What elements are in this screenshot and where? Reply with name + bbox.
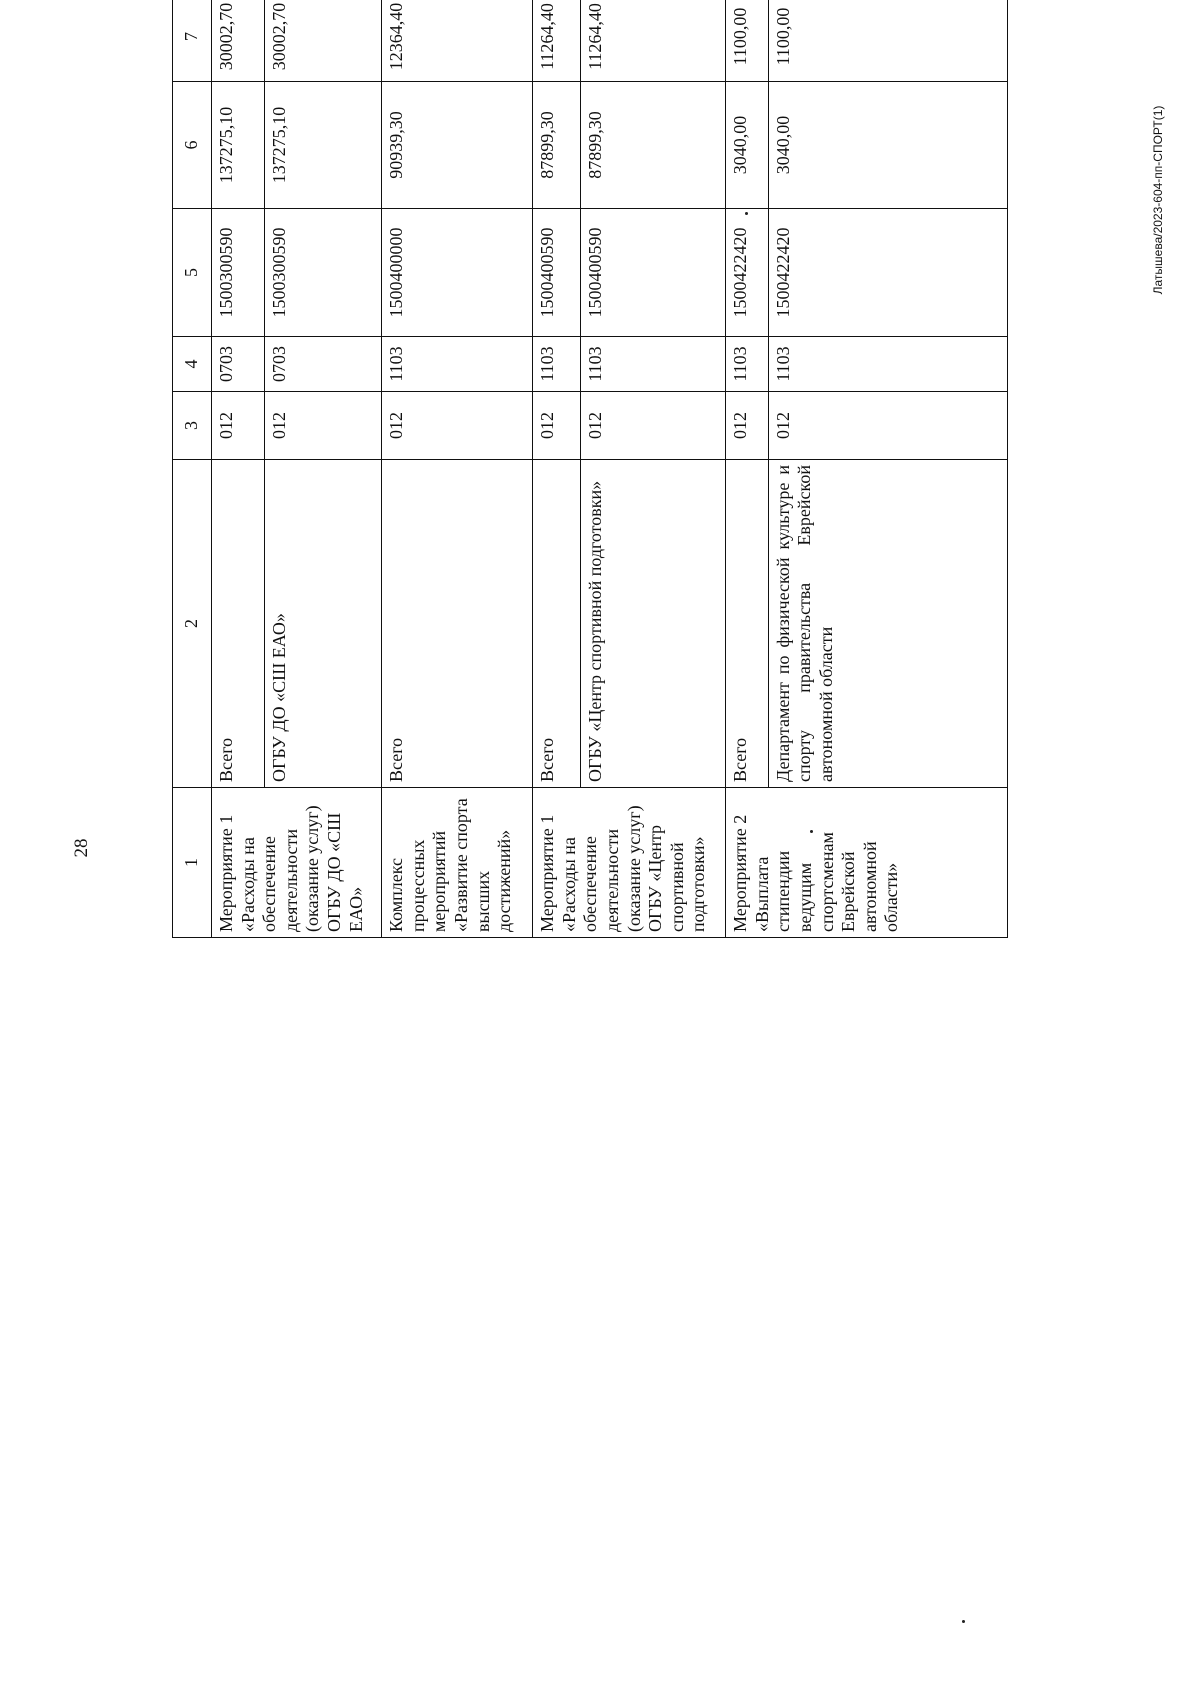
table-frame	[172, 2, 1008, 1590]
executor-cell: Всего	[726, 460, 769, 788]
table-cell: 1500400000	[382, 209, 533, 337]
executor-cell: Всего	[212, 460, 265, 788]
table-cell: 012	[580, 392, 725, 460]
document-footer-id: Латышева/2023-604-пп-СПОРТ(1)	[1151, 105, 1165, 295]
column-header: 2	[173, 460, 212, 788]
table-cell: 87899,30	[533, 82, 581, 209]
executor-cell: ОГБУ ДО «СШ ЕАО»	[265, 460, 382, 788]
executor-cell: ОГБУ «Центр спортивной подготовки»	[580, 460, 725, 788]
table-cell: 1500300590	[212, 209, 265, 337]
table-cell: 1103	[580, 337, 725, 392]
table-cell: 012	[533, 392, 581, 460]
executor-cell: Департамент по физической культуре и спорту правительства Еврейской автономной области	[768, 460, 1007, 788]
column-header: 4	[173, 337, 212, 392]
table-cell: 012	[768, 392, 1007, 460]
table-cell: 11264,40	[580, 0, 725, 82]
table-cell: 012	[265, 392, 382, 460]
scan-speck	[810, 830, 813, 833]
table-cell: 3040,00	[768, 82, 1007, 209]
table-cell: 12364,40	[382, 0, 533, 82]
table-cell: 1500300590	[265, 209, 382, 337]
header-row	[173, 0, 212, 938]
table-cell: 1500422420	[726, 209, 769, 337]
table-cell: 1100,00	[726, 0, 769, 82]
table-row	[212, 0, 265, 938]
table-cell: 1500400590	[580, 209, 725, 337]
table-cell: 11264,40	[533, 0, 581, 82]
table-cell: 90939,30	[382, 82, 533, 209]
budget-table-rotated	[172, 0, 1008, 938]
table-cell: 1100,00	[768, 0, 1007, 82]
column-header: 6	[173, 82, 212, 209]
table-cell: 137275,10	[212, 82, 265, 209]
table-cell: 0703	[265, 337, 382, 392]
table-cell: 30002,70	[265, 0, 382, 82]
table-cell: 012	[726, 392, 769, 460]
table-cell: 012	[382, 392, 533, 460]
activity-name-cell: Мероприятие 1 «Расходы на обеспечение деятельности (оказание услуг) ОГБУ ДО «СШ ЕАО»	[212, 788, 382, 938]
table-cell: 1500400590	[533, 209, 581, 337]
column-header: 1	[173, 788, 212, 938]
table-cell: 1103	[382, 337, 533, 392]
activity-name-cell: Мероприятие 2 «Выплата стипендии ведущим спортсменам Еврейской автономной области»	[726, 788, 1008, 938]
budget-table	[172, 0, 1008, 938]
column-header: 3	[173, 392, 212, 460]
table-row	[726, 0, 769, 938]
table-cell: 137275,10	[265, 82, 382, 209]
column-header: 5	[173, 209, 212, 337]
executor-cell: Всего	[533, 460, 581, 788]
activity-name-cell: Мероприятие 1 «Расходы на обеспечение деятельности (оказание услуг) ОГБУ «Центр спортивной подготовки»	[533, 788, 726, 938]
table-cell: 1103	[726, 337, 769, 392]
table-row	[382, 0, 533, 938]
table-cell: 30002,70	[212, 0, 265, 82]
column-header: 7	[173, 0, 212, 82]
scan-speck	[962, 1620, 965, 1623]
executor-cell: Всего	[382, 460, 533, 788]
page-number: 28	[71, 838, 92, 858]
activity-name-cell: Комплекс процессных мероприятий «Развитие спорта высших достижений»	[382, 788, 533, 938]
table-cell: 3040,00	[726, 82, 769, 209]
table-cell: 0703	[212, 337, 265, 392]
table-cell: 1500422420	[768, 209, 1007, 337]
table-cell: 012	[212, 392, 265, 460]
scan-speck	[745, 212, 748, 215]
table-cell: 1103	[533, 337, 581, 392]
table-cell: 87899,30	[580, 82, 725, 209]
table-row	[533, 0, 581, 938]
table-cell: 1103	[768, 337, 1007, 392]
